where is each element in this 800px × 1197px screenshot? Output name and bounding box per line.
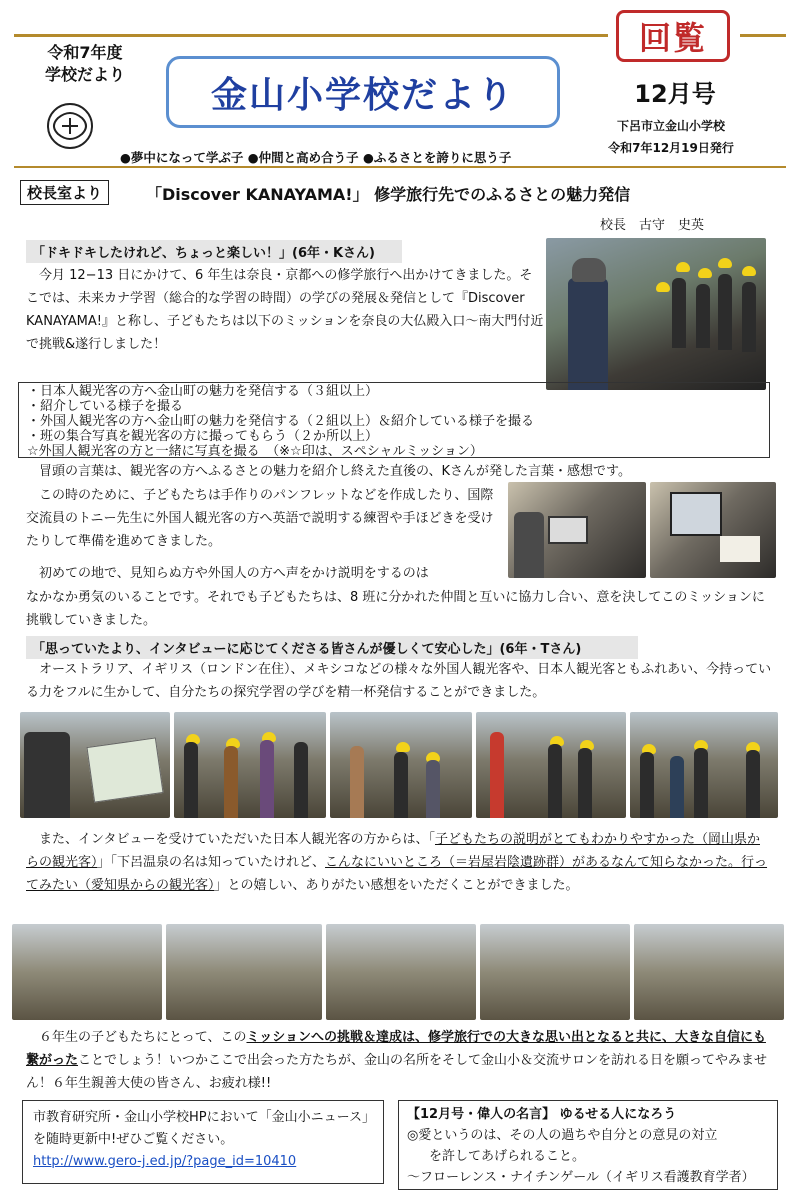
photo-group-interview-4 <box>630 712 778 818</box>
section-label: 校長室より <box>20 180 109 205</box>
visitor-comment-2: こんなにいいところ（＝岩屋岩陰遺跡群）があるなんて知らなかった。行ってみたい（愛知県からの観光客） <box>26 855 768 893</box>
newsletter-title: 金山小学校だより <box>210 74 515 116</box>
paragraph-3: この時のために、子どもたちは手作りのパンフレットなどを作成したり、国際交流員のトニー先生に外国人観光客の方へ英語で説明する練習や手ほどきを受けたりして準備を進めてきました。 <box>26 488 494 549</box>
paragraph-6: また、インタビューを受けていただいた日本人観光客の方からは、「子どもたちの説明がとてもわかりやすかった（岡山県からの観光客）」「下呂温泉の名は知っていたけれど、こんなにいいところ（＝岩屋岩陰遺跡群）があるなんて知らなかった。行ってみたい（愛知県からの観光客）」との嬉しい、ありがたい感想をいただくことができました。 <box>26 832 768 893</box>
visitor-comment-1: 子どもたちの説明がとてもわかりやすかった（岡山県からの観光客） <box>26 832 760 870</box>
photo-practice-2 <box>650 482 776 578</box>
issue-label: 12月号 <box>634 80 716 108</box>
quote-banner-2: 「思っていたより、インタビューに応じてくださる皆さんが優しくて安心した」(6年・Tさん) <box>26 636 638 659</box>
photo-group-interview-2 <box>330 712 472 818</box>
group-photo-3 <box>326 924 476 1020</box>
mission-list <box>18 382 770 458</box>
paragraph-intro: 今月 12−13 日にかけて、6 年生は奈良・京都への修学旅行へ出かけてきました。そこでは、未来カナ学習（総合的な学習の時間）の学びの発展＆発信として『Discover KANAYAMA!』と称し、子どもたちは以下のミッションを奈良の大仏殿入口〜南大門付近で挑戦&遂行しました！ <box>26 268 544 352</box>
website-notice: 市教育研究所・金山小学校HPにおいて「金山小ニュース」を随時更新中!ぜひご覧ください。 http://www.gero-j.ed.jp/?page_id=10410 <box>22 1100 384 1184</box>
paragraph-4b: なかなか勇気のいることです。それでも子どもたちは、8 班に分かれた仲間と互いに協力し合い、意を決してこのミッションに挑戦していきました。 <box>26 590 765 628</box>
quote-heading: 【12月号・偉人の名言】 ゆるせる人になろう <box>407 1107 677 1122</box>
school-name: 下呂市立金山小学校 <box>616 119 725 133</box>
photo-group-interview-3 <box>476 712 626 818</box>
paragraph-closing: ６年生の子どもたちにとって、このミッションへの挑戦＆達成は、修学旅行での大きな思い出となると共に、大きな自信にも繋がったことでしょう！いつかここで出会った方たちが、金山の名所をそして金山小＆交流サロンを訪れる日を願ってやみません！６年生親善大使の皆さん、お疲れ様!! <box>26 1030 768 1091</box>
mission-item: ・外国人観光客の方へ金山町の魅力を発信する（２組以上）＆紹介している様子を撮る <box>27 414 535 429</box>
group-photo-1 <box>12 924 162 1020</box>
quote-author: 〜フローレンス・ナイチンゲール（イギリス看護教育学者） <box>407 1170 755 1185</box>
group-photo-4 <box>480 924 630 1020</box>
quote-line-1: ◎愛というのは、その人の過ちや自分との意見の対立 <box>407 1128 718 1143</box>
quote-line-2: を許してあげられること。 <box>429 1149 586 1164</box>
issue-date: 令和7年12月19日発行 <box>608 141 734 155</box>
paragraph-4: 初めての地で、見知らぬ方や外国人の方へ声をかけ説明をするのは <box>26 566 429 581</box>
mission-item: ・班の集合写真を観光客の方に撮ってもらう（２か所以上） <box>27 429 379 444</box>
photo-group-interview-1 <box>174 712 326 818</box>
mission-item: ・日本人観光客の方へ金山町の魅力を発信する（３組以上） <box>27 384 379 399</box>
group-photo-5 <box>634 924 784 1020</box>
school-emblem-icon <box>44 100 96 152</box>
monthly-quote-box <box>398 1100 778 1190</box>
school-website-link[interactable]: http://www.gero-j.ed.jp/?page_id=10410 <box>33 1154 297 1169</box>
group-photo-2 <box>166 924 322 1020</box>
paragraph-5: オーストラリア、イギリス（ロンドン在住）、メキシコなどの様々な外国人観光客や、日本人観光客ともふれあい、今持っている力をフルに生かして、自分たちの探究学習の学びを精一杯発信することができました。 <box>26 662 772 700</box>
photo-practice-1 <box>508 482 646 578</box>
principal-name: 校長 古守 史英 <box>600 218 705 233</box>
photo-interview-1 <box>546 238 766 390</box>
circulation-stamp: 回覧 <box>616 10 730 62</box>
photo-pamphlet <box>20 712 170 818</box>
newsletter-title-box <box>166 56 560 128</box>
mission-item: ☆外国人観光客の方と一緒に写真を撮る （※☆印は、スペシャルミッション） <box>27 444 483 459</box>
school-goals: ●夢中になって学ぶ子 ●仲間と高め合う子 ●ふるさとを誇りに思う子 <box>120 150 512 165</box>
era-label: 令和7年度 学校だより <box>44 43 125 84</box>
closing-highlight: ミッションへの挑戦＆達成は、修学旅行での大きな思い出となると共に、大きな自信にも繋がった <box>26 1030 766 1068</box>
paragraph-2: 冒頭の言葉は、観光客の方へふるさとの魅力を紹介し終えた直後の、Kさんが発した言葉・感想です。 <box>26 464 631 479</box>
section-title: 「Discover KANAYAMA!」 修学旅行先でのふるさとの魅力発信 <box>146 185 631 204</box>
mission-item: ・紹介している様子を撮る <box>27 399 184 414</box>
quote-banner-1: 「ドキドキしたけれど、ちょっと楽しい！」(6年・Kさん) <box>26 240 402 263</box>
